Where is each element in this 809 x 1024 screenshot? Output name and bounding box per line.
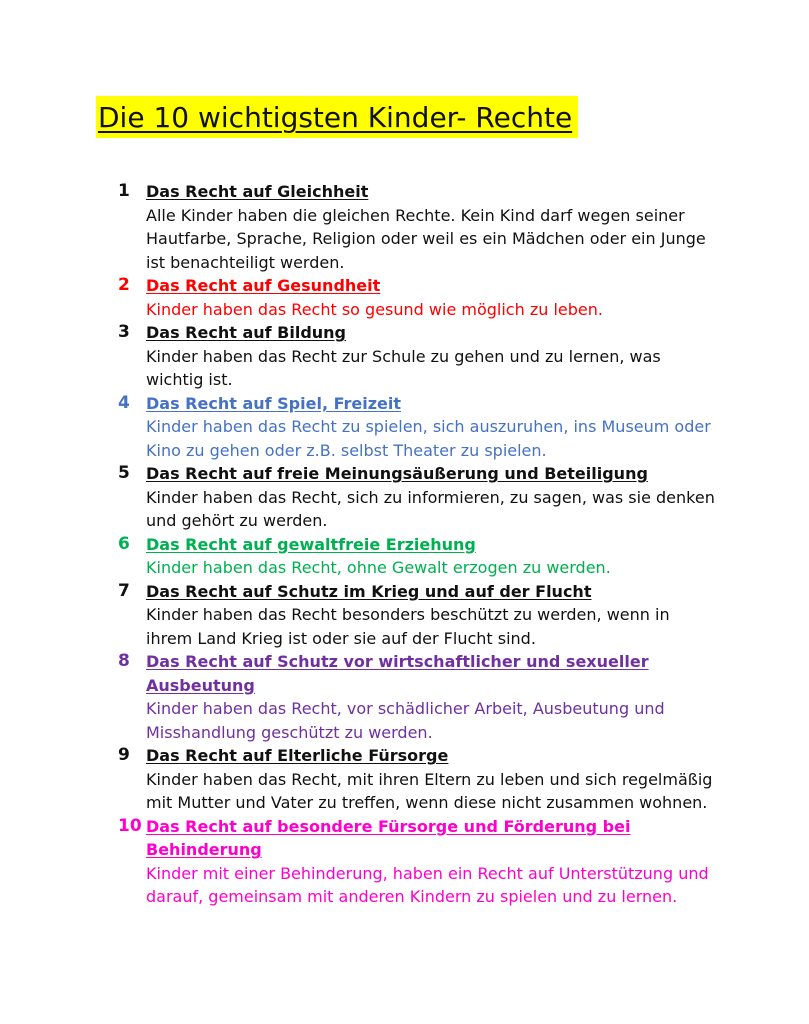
right-heading: Das Recht auf Elterliche Fürsorge — [146, 746, 449, 765]
right-heading: Das Recht auf Gleichheit — [146, 182, 369, 201]
right-item-2 — [118, 274, 718, 321]
right-description: Kinder haben das Recht, ohne Gewalt erzogen zu werden. — [146, 558, 611, 577]
right-description: Kinder haben das Recht, mit ihren Eltern zu leben und sich regelmäßig mit Mutter und Vater zu treffen, wenn diese nicht zusammen wohnen. — [146, 769, 713, 812]
right-item-3 — [118, 321, 718, 392]
right-number: 2 — [118, 275, 130, 295]
right-item-5 — [118, 462, 718, 533]
right-heading: Das Recht auf Gesundheit — [146, 276, 381, 295]
right-item-10 — [118, 815, 718, 909]
right-heading: Das Recht auf Schutz vor wirtschaftlicher und sexueller Ausbeutung — [146, 652, 649, 695]
rights-list — [118, 180, 718, 909]
right-number: 7 — [118, 580, 130, 601]
right-number: 8 — [118, 651, 130, 671]
right-heading: Das Recht auf gewaltfreie Erziehung — [146, 534, 476, 554]
right-heading: Das Recht auf besondere Fürsorge und Förderung bei Behinderung — [146, 816, 631, 859]
right-heading: Das Recht auf Bildung — [146, 323, 347, 342]
right-description: Alle Kinder haben die gleichen Rechte. Kein Kind darf wegen seiner Hautfarbe, Sprache, Religion oder weil es ein Mädchen oder ein Junge ist benachteiligt werden. — [146, 205, 706, 272]
right-item-4 — [118, 392, 718, 463]
right-number: 3 — [118, 322, 130, 342]
right-description: Kinder haben das Recht, sich zu informieren, zu sagen, was sie denken und gehört zu werden. — [146, 487, 715, 530]
right-heading: Das Recht auf freie Meinungsäußerung und Beteiligung — [146, 464, 648, 483]
right-item-8 — [118, 650, 718, 744]
right-description: Kinder mit einer Behinderung, haben ein Recht auf Unterstützung und darauf, gemeinsam mit anderen Kindern zu spielen und zu lernen. — [146, 863, 709, 906]
right-heading: Das Recht auf Schutz im Krieg und auf der Flucht — [146, 581, 592, 601]
right-description: Kinder haben das Recht besonders beschützt zu werden, wenn in ihrem Land Krieg ist oder sie auf der Flucht sind. — [146, 605, 670, 648]
right-item-9 — [118, 744, 718, 815]
right-description: Kinder haben das Recht zur Schule zu gehen und zu lernen, was wichtig ist. — [146, 346, 661, 389]
right-number: 10 — [118, 815, 142, 836]
right-number: 5 — [118, 463, 130, 483]
right-number: 6 — [118, 533, 130, 554]
right-item-1 — [118, 180, 718, 274]
right-item-6 — [118, 533, 718, 580]
right-description: Kinder haben das Recht, vor schädlicher Arbeit, Ausbeutung und Misshandlung geschützt zu werden. — [146, 699, 665, 742]
right-item-7 — [118, 580, 718, 651]
right-description: Kinder haben das Recht zu spielen, sich auszuruhen, ins Museum oder Kino zu gehen oder z.B. selbst Theater zu spielen. — [146, 417, 711, 460]
right-number: 1 — [118, 181, 130, 201]
right-description: Kinder haben das Recht so gesund wie möglich zu leben. — [146, 299, 603, 319]
page-title: Die 10 wichtigsten Kinder- Rechte — [96, 96, 578, 138]
right-number: 4 — [118, 392, 130, 413]
right-number: 9 — [118, 745, 130, 765]
right-heading: Das Recht auf Spiel, Freizeit — [146, 393, 402, 413]
